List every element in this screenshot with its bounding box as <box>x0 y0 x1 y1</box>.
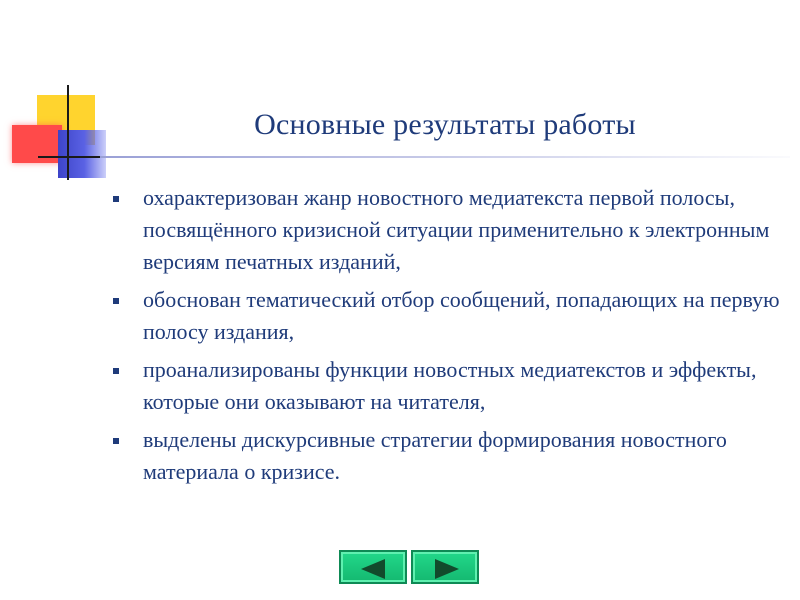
previous-slide-button[interactable] <box>339 550 407 584</box>
decor-blue-square <box>58 130 106 178</box>
bullet-square-icon <box>113 438 119 444</box>
decor-vertical-line <box>67 85 69 180</box>
bullet-item <box>110 182 790 278</box>
bullet-square-icon <box>113 196 119 202</box>
bullet-text: выделены дискурсивные стратегии формирования новостного материала о кризисе. <box>143 427 727 484</box>
title-underline <box>100 156 790 158</box>
bullet-item <box>110 354 790 418</box>
bullet-square-icon <box>113 368 119 374</box>
next-slide-button[interactable] <box>411 550 479 584</box>
bullet-text: охарактеризован жанр новостного медиатекста первой полосы, посвящённого кризисной ситуации применительно к электронным версиям печатных изданий, <box>143 185 770 274</box>
bullet-text: проанализированы функции новостных медиатекстов и эффекты, которые они оказывают на читателя, <box>143 357 757 414</box>
bullet-item <box>110 284 790 348</box>
bullet-square-icon <box>113 298 119 304</box>
bullet-item <box>110 424 790 488</box>
bullet-text: обоснован тематический отбор сообщений, попадающих на первую полосу издания, <box>143 287 780 344</box>
arrow-left-icon <box>361 559 385 579</box>
arrow-right-icon <box>435 559 459 579</box>
slide-title: Основные результаты работы <box>254 108 636 141</box>
bullet-list <box>110 182 790 494</box>
